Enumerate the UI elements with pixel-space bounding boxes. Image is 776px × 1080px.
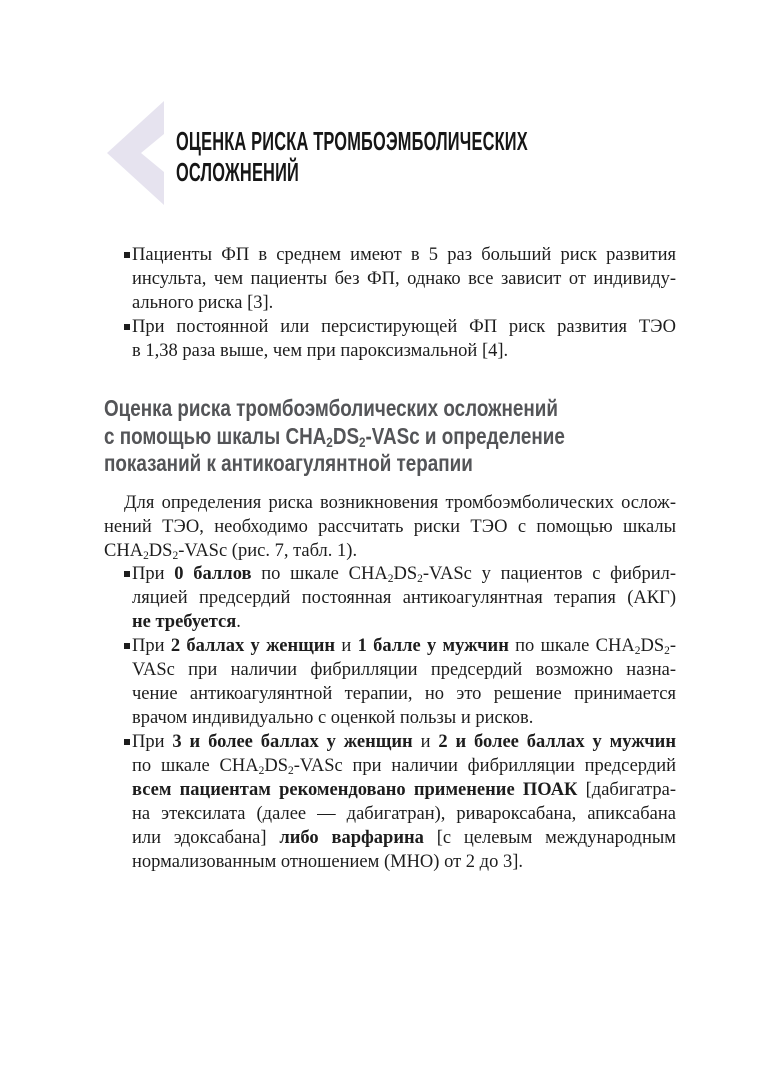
list-item (104, 562, 676, 634)
list-item-text: При 0 баллов по шкале CHA2DS2-VASc у пациентов с фибрил- ляцией предсердий постоянная антикоагулянтная терапия (АКГ) не требуется. (132, 564, 677, 632)
chevron-left-icon (107, 101, 164, 205)
list-item (104, 730, 676, 874)
section-heading: Оценка риска тромбоэмболических осложнений с помощью шкалы CHA2DS2-VASc и определение показаний к антикоагулянтной терапии (104, 395, 565, 476)
bullet-square-icon (124, 252, 130, 258)
bullet-square-icon (124, 643, 130, 649)
page-title-line: ОСЛОЖНЕНИЙ (176, 157, 300, 187)
bullet-square-icon (124, 739, 130, 745)
list-item-text: При 2 баллах у женщин и 1 балле у мужчин по шкале CHA2DS2- VASc при наличии фибрилляции предсердий возможно назна- чение антикоагулянтной терапии, но это решение принимается врачом индивидуально с оценкой пользы и рисков. (132, 636, 677, 728)
list-item (104, 634, 676, 730)
list-item-text: Пациенты ФП в среднем имеют в 5 раз больший риск развития инсульта, чем пациенты без ФП, однако все зависит от индивиду- ального риска [3]. (132, 245, 676, 313)
list-item-text: При 3 и более баллах у женщин и 2 и более баллах у мужчин по шкале CHA2DS2-VASc при наличии фибрилляции предсердий всем пациентам рекомендовано применение ПОАК [дабигатра- на этексилата (далее — дабигатран), ривароксабана, апиксабана или эдоксабана] либо варфарина [с целевым международным нормализованным отношением (МНО) от 2 до 3]. (132, 732, 677, 872)
page-title (176, 126, 528, 188)
bullet-square-icon (124, 324, 130, 330)
list-item (104, 243, 676, 315)
intro-paragraph: Для определения риска возникновения тромбоэмболических ослож- нений ТЭО, необходимо рассчитать риски ТЭО с помощью шкалы CHA2DS2-VASc (рис. 7, табл. 1). (104, 493, 676, 563)
list-item (104, 315, 676, 363)
intro-bullet-list (104, 243, 676, 363)
chevron-left-shape (107, 101, 164, 205)
score-bullet-list (104, 562, 676, 874)
bullet-square-icon (124, 571, 130, 577)
list-item-text: При постоянной или персистирующей ФП риск развития ТЭО в 1,38 раза выше, чем при пароксизмальной [4]. (132, 317, 676, 361)
page-title-line: ОЦЕНКА РИСКА ТРОМБОЭМБОЛИЧЕСКИХ (176, 126, 528, 156)
